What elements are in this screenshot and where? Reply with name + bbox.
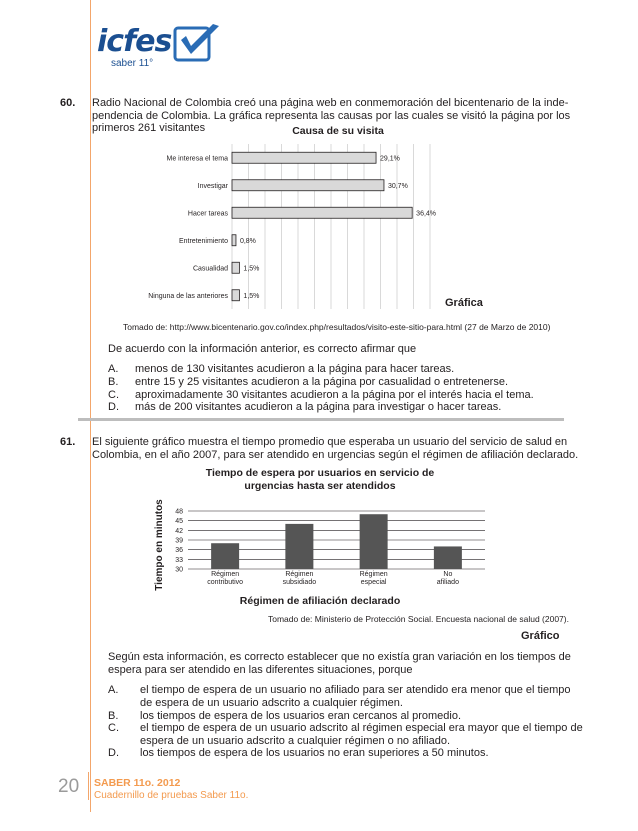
chart-61-x-axis-label: Régimen de afiliación declarado (239, 595, 401, 607)
footer-subtitle: Cuadernillo de pruebas Saber 11o. (94, 790, 249, 801)
figure-label-grafico: Gráfico (521, 630, 560, 642)
chart-60-category-label: Hacer tareas (187, 210, 228, 218)
chart-61-category-label-line-2: especial (360, 579, 387, 586)
chart-61-category-label-line-1: No (443, 571, 453, 578)
q61-option-c-text (140, 722, 583, 747)
chart-60-bar (232, 235, 236, 246)
q60-option-d-text: más de 200 visitantes acudieron a la página para investigar o hacer tareas. (135, 401, 502, 413)
chart-60-bar (232, 290, 239, 301)
chart-61-category-label-line-1: Régimen (211, 571, 240, 578)
chart-60-bar (232, 207, 412, 218)
chart-61-y-tick: 33 (175, 556, 183, 564)
question-60-number: 60. (60, 97, 76, 109)
icfes-logo (97, 22, 222, 72)
chart-61-title-line-1: Tiempo de espera por usuarios en servicio de (205, 467, 435, 479)
q61-option-b-text (140, 710, 461, 723)
chart-61-bar (211, 543, 239, 569)
logo-wordmark: icfes (97, 24, 172, 59)
question-60-prompt: De acuerdo con la información anterior, es correcto afirmar que (108, 343, 417, 355)
q61-option-a[interactable] (108, 684, 571, 710)
q60-option-c-letter: C. (108, 389, 119, 401)
question-60-line-1: Radio Nacional de Colombia creó una página web en conmemoración del bicentenario de la inde- (92, 97, 569, 109)
q61-option-b-line-1: los tiempos de espera de los usuarios eran cercanos al promedio. (140, 710, 462, 722)
q61-option-c-line-2: espera de un usuario adscrito a cualquier régimen o no afiliado. (140, 734, 451, 747)
chart-tiempo-espera (150, 465, 500, 610)
question-61-prompt-line-1: Según esta información, es correcto establecer que no existía gran variación en los tiempos de (108, 651, 571, 663)
q61-option-a-line-1: el tiempo de espera de un usuario no afiliado para ser atendido era menor que el tiempo (140, 684, 571, 696)
chart-60-data-label: 1,5% (243, 265, 260, 273)
q60-option-a-text: menos de 130 visitantes acudieron a la página para hacer tareas. (135, 363, 455, 375)
question-60-source: Tomado de: http://www.bicentenario.gov.co/index.php/resultados/visito-este-sitio-para.html (27 de Marzo de 2010) (123, 322, 551, 332)
q60-option-d[interactable] (108, 401, 568, 414)
chart-60-bar (232, 152, 376, 163)
q60-option-a[interactable] (108, 363, 568, 376)
q61-option-c-line-1: el tiempo de espera de un usuario adscrito al régimen especial era mayor que el tiempo de (140, 722, 583, 734)
chart-61-category-label-line-2: subsidiado (282, 579, 317, 586)
chart-60-data-label: 1,5% (243, 292, 260, 300)
q60-option-b-letter: B. (108, 376, 119, 388)
q60-option-b-text: entre 15 y 25 visitantes acudieron a la página por casualidad o entretenerse. (135, 376, 509, 388)
chart-causa-visita (90, 120, 510, 310)
q61-option-c[interactable] (108, 722, 583, 748)
footer-rule (88, 772, 89, 800)
question-60-line-2: pendencia de Colombia. La gráfica representa las causas por las cuales se visitó la página por los (92, 109, 571, 122)
q61-option-c-letter: C. (108, 722, 119, 734)
chart-61-category-label-line-2: afiliado (436, 579, 459, 586)
chart-60-data-label: 36,4% (416, 210, 437, 218)
chart-60-data-label: 29,1% (380, 155, 400, 163)
checkmark-icon (171, 24, 223, 64)
q60-option-c-text: aproximadamente 30 visitantes acudieron a la página por el interés hacia el tema. (135, 389, 534, 401)
chart-61-bar (360, 514, 388, 569)
q60-option-d-letter: D. (108, 401, 119, 413)
chart-60-category-label: Casualidad (192, 265, 228, 273)
chart-61-y-tick: 42 (175, 527, 183, 535)
chart-61-y-tick: 48 (175, 508, 183, 516)
question-61-prompt (108, 651, 571, 676)
chart-61-y-tick: 45 (175, 518, 183, 526)
logo-subtitle: saber 11° (111, 58, 154, 69)
page-number: 20 (58, 776, 80, 797)
chart-60-data-label: 30,7% (387, 182, 408, 190)
question-61-line-2: Colombia, en el año 2007, para ser atendido en urgencias según el régimen de afiliación declarado. (92, 448, 579, 461)
figure-label-grafica: Gráfica (445, 297, 483, 309)
q61-option-a-letter: A. (108, 684, 119, 696)
chart-60-category-label: Investigar (197, 182, 228, 190)
chart-61-category-label-line-2: contributivo (207, 579, 244, 586)
q61-option-a-line-2: de espera de un usuario adscrito a cualquier régimen. (140, 696, 403, 709)
chart-61-y-axis-label: Tiempo en minutos (154, 499, 165, 591)
question-divider (78, 418, 564, 421)
chart-60-bar (232, 180, 384, 191)
q60-option-b[interactable] (108, 376, 568, 389)
chart-60-bar (232, 262, 239, 273)
q61-option-d[interactable] (108, 747, 568, 760)
q60-option-a-letter: A. (108, 363, 119, 375)
chart-61-bar (285, 524, 313, 569)
question-61-prompt-line-2: espera para ser atendido en las diferentes situaciones, porque (108, 663, 413, 676)
chart-61-category-label-line-1: Régimen (285, 571, 314, 578)
chart-61-y-tick: 39 (175, 537, 183, 545)
q61-option-d-letter: D. (108, 747, 119, 759)
chart-60-category-label: Me interesa el tema (166, 155, 228, 163)
question-61-line-1: El siguiente gráfico muestra el tiempo promedio que esperaba un usuario del servicio de salud en (92, 436, 568, 448)
q61-option-b-letter: B. (108, 710, 119, 722)
footer-title: SABER 11o. 2012 (94, 777, 181, 789)
q61-option-a-text (140, 684, 571, 709)
q61-option-d-line-1: los tiempos de espera de los usuarios no eran superiores a 50 minutos. (140, 747, 489, 759)
chart-60-category-label: Ninguna de las anteriores (148, 292, 228, 300)
chart-61-y-tick: 36 (175, 547, 183, 555)
question-61-number: 61. (60, 436, 76, 448)
chart-61-title-line-2: urgencias hasta ser atendidos (244, 480, 396, 492)
question-61-text (92, 436, 579, 461)
question-61-source: Tomado de: Ministerio de Protección Social. Encuesta nacional de salud (2007). (268, 614, 569, 624)
chart-61-bar (434, 546, 462, 569)
chart-61-y-tick: 30 (175, 566, 183, 574)
chart-60-category-label: Entretenimiento (178, 237, 228, 245)
chart-60-data-label: 0,8% (239, 237, 256, 245)
chart-60-title: Causa de su visita (292, 125, 384, 137)
question-60-line-3: primeros 261 visitantes (92, 122, 206, 134)
q61-option-d-text (140, 747, 489, 760)
chart-61-category-label-line-1: Régimen (359, 571, 388, 578)
